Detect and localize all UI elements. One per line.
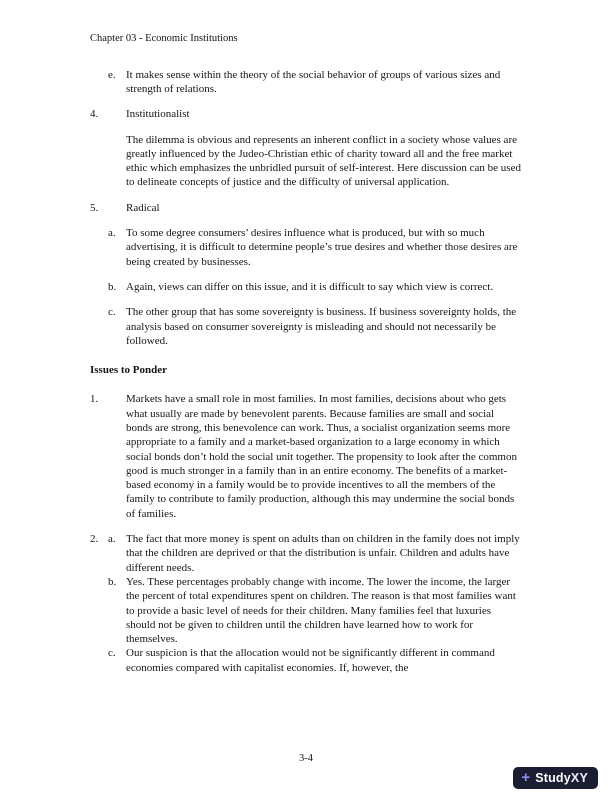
list-marker: b. xyxy=(108,280,117,293)
list-text: The other group that has some sovereignty is business. If business sovereignty holds, the analysis based on consumer sovereignty is misleading and should not necessarily be followed. xyxy=(126,306,517,347)
list-text: Markets have a small role in most families. In most families, decisions about who gets what usually are made by benevolent parents. Because families are small and social bonds are strong, this benevolence can work. Thus, a socialist organization seems more appropriate to a family and a market-based organization to a large economy in which social bonds don’t hold the social unit together. The propensity to look after the common good is much stronger in a family than in an entire economy. The benefits of a market-based economy in a family would be to provide incentives to all the members of the family to contribute to family production, although this may undermine the social bonds of families. xyxy=(126,393,517,520)
list-label: Institutionalist xyxy=(126,108,190,121)
logo-text-primary: Study xyxy=(535,770,571,785)
list-text: The fact that more money is spent on adults than on children in the family does not imply that the children are deprived or that the distribution is unfair. Children and adults have different needs. xyxy=(126,533,520,574)
list-text: Our suspicion is that the allocation would not be significantly different in command economies compared with capitalist economies. If, however, the xyxy=(126,647,495,674)
list-marker: c. xyxy=(108,306,116,319)
list-marker: 4. xyxy=(90,108,99,121)
list-submarker: a. xyxy=(108,533,116,546)
section-heading: Issues to Ponder xyxy=(90,364,168,377)
list-submarker: c. xyxy=(108,647,116,660)
header-title: Chapter 03 - Economic Institutions xyxy=(90,33,238,44)
list-item-5c xyxy=(90,305,521,348)
list-marker: 2. xyxy=(90,533,99,546)
list-text: Again, views can differ on this issue, and it is difficult to say which view is correct. xyxy=(126,280,494,293)
page-content xyxy=(90,32,521,675)
list-marker: 5. xyxy=(90,201,99,214)
issue-item-2c xyxy=(90,646,521,675)
logo-text xyxy=(535,770,588,786)
list-item-e xyxy=(90,68,521,97)
issue-item-2a xyxy=(90,532,521,575)
studyxy-logo xyxy=(513,767,598,789)
logo-text-secondary: XY xyxy=(570,770,588,785)
list-text: It makes sense within the theory of the social behavior of groups of various sizes and strength of relations. xyxy=(126,68,501,95)
list-submarker: b. xyxy=(108,575,117,588)
issue-item-2b xyxy=(90,575,521,646)
list-item-5a xyxy=(90,226,521,269)
footer-page-number: 3-4 xyxy=(299,753,313,765)
page-header xyxy=(90,32,521,46)
list-item-5b xyxy=(90,280,521,294)
list-label: Radical xyxy=(126,201,160,214)
list-item-4-paragraph: The dilemma is obvious and represents an inherent conflict in a society whose values are greatly influenced by the Judeo-Christian ethic of charity toward all and the free market ethic which emphasizes the unbridled pursuit of self-interest. Here discussion can be used to delineate concepts of justice and the difficulty of universal application. xyxy=(126,133,521,189)
issue-item-1 xyxy=(90,392,521,521)
list-marker: 1. xyxy=(90,393,99,406)
list-marker: e. xyxy=(108,68,116,81)
list-marker: a. xyxy=(108,227,116,240)
list-item-5 xyxy=(90,201,521,215)
plus-icon: + xyxy=(521,768,531,786)
list-text: To some degree consumers’ desires influence what is produced, but with so much advertising, it is difficult to determine people’s true desires and whether those desires are being created by businesses. xyxy=(126,227,518,268)
list-text: Yes. These percentages probably change with income. The lower the income, the larger the percent of total expenditures spent on children. The reason is that most families want to provide a basic level of needs for their children. Many families feel that luxuries should not be given to children until the children have learned how to work for themselves. xyxy=(126,575,516,646)
list-item-4 xyxy=(90,107,521,121)
